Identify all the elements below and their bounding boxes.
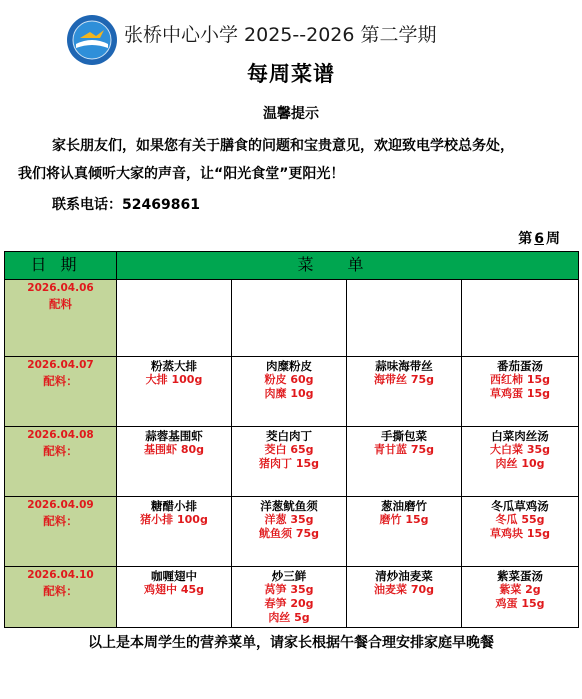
dish-name: 蒜蓉基围虾 xyxy=(145,429,203,443)
ingredient-text: 春笋 20g xyxy=(264,597,314,610)
dish-cell xyxy=(117,280,232,357)
table-row xyxy=(5,567,579,628)
table-row xyxy=(5,357,579,427)
dish-name: 茭白肉丁 xyxy=(266,429,312,443)
notice-paragraph-line2: 我们将认真倾听大家的声音，让“阳光食堂”更阳光！ xyxy=(18,166,345,182)
ingredient-text: 肉丝 5g xyxy=(268,611,310,624)
week-number: 6 xyxy=(534,231,544,247)
table-row xyxy=(5,497,579,567)
dish-name: 手撕包菜 xyxy=(381,429,427,443)
menu-title: 每周菜谱 xyxy=(247,62,335,86)
page-header xyxy=(0,10,582,60)
ingredients-label: 配料 xyxy=(49,297,72,311)
ingredient-text: 猪肉丁 15g xyxy=(258,457,319,470)
dish-name: 紫菜蛋汤 xyxy=(497,569,543,583)
dish-name: 蒜味海带丝 xyxy=(375,359,433,373)
ingredients-label: 配料： xyxy=(43,444,78,458)
ingredient-text: 肉糜 10g xyxy=(264,387,314,400)
ingredient-text: 油麦菜 70g xyxy=(373,583,434,596)
school-title: 张桥中心小学 2025--2026 第二学期 xyxy=(124,24,437,46)
ingredients-label: 配料： xyxy=(43,514,78,528)
ingredient-text: 鱿鱼须 75g xyxy=(258,527,319,540)
dish-cell xyxy=(117,567,232,628)
ingredient-text: 青甘蓝 75g xyxy=(373,443,434,456)
phone-number: 52469861 xyxy=(122,197,200,213)
ingredient-text: 冬瓜 55g xyxy=(495,513,545,526)
date-text: 2026.04.09 xyxy=(27,499,94,511)
dish-cell xyxy=(462,497,579,567)
dish-cell xyxy=(462,357,579,427)
date-text: 2026.04.06 xyxy=(27,282,94,294)
ingredient-text: 茭白 65g xyxy=(264,443,314,456)
week-indicator xyxy=(518,228,560,248)
dish-name: 番茄蛋汤 xyxy=(497,359,543,373)
ingredient-text: 大白菜 35g xyxy=(490,443,551,456)
dish-name: 炒三鲜 xyxy=(271,569,307,583)
dish-cell xyxy=(347,357,462,427)
ingredient-text: 鸡蛋 15g xyxy=(495,597,545,610)
dish-name: 洋葱鱿鱼须 xyxy=(260,499,318,513)
dish-name: 清炒油麦菜 xyxy=(375,569,433,583)
ingredient-text: 猪小排 100g xyxy=(140,513,208,526)
dish-cell xyxy=(117,427,232,497)
dish-name: 葱油磨竹 xyxy=(381,499,427,513)
dish-cell xyxy=(347,280,462,357)
dish-cell xyxy=(232,567,347,628)
table-row xyxy=(5,280,579,357)
table-row xyxy=(5,427,579,497)
dish-cell xyxy=(462,427,579,497)
dish-cell xyxy=(232,280,347,357)
week-prefix: 第 xyxy=(518,231,533,247)
ingredient-text: 海带丝 75g xyxy=(373,373,434,386)
date-cell xyxy=(5,497,117,567)
dish-name: 咖喱翅中 xyxy=(151,569,197,583)
phone-label: 联系电话： xyxy=(52,197,122,213)
date-cell xyxy=(5,427,117,497)
date-cell xyxy=(5,567,117,628)
dish-name: 粉蒸大排 xyxy=(151,359,197,373)
ingredient-text: 磨竹 15g xyxy=(379,513,429,526)
tip-title: 温馨提示 xyxy=(263,106,319,122)
dish-cell xyxy=(232,357,347,427)
ingredient-text: 西红柿 15g xyxy=(490,373,551,386)
week-suffix: 周 xyxy=(546,231,560,247)
ingredient-text: 草鸡蛋 15g xyxy=(490,387,551,400)
dish-name: 白菜肉丝汤 xyxy=(491,429,549,443)
dish-name: 冬瓜草鸡汤 xyxy=(491,499,549,513)
ingredient-text: 鸡翅中 45g xyxy=(143,583,204,596)
ingredient-text: 紫菜 2g xyxy=(499,583,541,596)
date-text: 2026.04.10 xyxy=(27,569,94,581)
footer-note: 以上是本周学生的营养菜单，请家长根据午餐合理安排家庭早晚餐 xyxy=(88,635,494,651)
dish-cell xyxy=(117,497,232,567)
dish-name: 肉糜粉皮 xyxy=(266,359,312,373)
ingredient-text: 肉丝 10g xyxy=(495,457,545,470)
dish-cell xyxy=(462,280,579,357)
dish-cell xyxy=(347,427,462,497)
ingredient-text: 粉皮 60g xyxy=(264,373,314,386)
header-menu: 菜单 xyxy=(117,252,579,280)
ingredient-text: 洋葱 35g xyxy=(264,513,314,526)
dish-cell xyxy=(232,497,347,567)
date-text: 2026.04.07 xyxy=(27,359,94,371)
dish-cell xyxy=(347,497,462,567)
ingredients-label: 配料： xyxy=(43,584,78,598)
header-date: 日期 xyxy=(5,252,117,280)
dish-cell xyxy=(232,427,347,497)
date-cell xyxy=(5,357,117,427)
ingredient-text: 大排 100g xyxy=(145,373,203,386)
ingredients-label: 配料： xyxy=(43,374,78,388)
dish-name: 糖醋小排 xyxy=(151,499,197,513)
notice-paragraph-line1: 家长朋友们，如果您有关于膳食的问题和宝贵意见，欢迎致电学校总务处， xyxy=(52,138,514,154)
dish-cell xyxy=(347,567,462,628)
ingredient-text: 莴笋 35g xyxy=(264,583,314,596)
dish-cell xyxy=(462,567,579,628)
date-text: 2026.04.08 xyxy=(27,429,94,441)
ingredient-text: 草鸡块 15g xyxy=(490,527,551,540)
ingredient-text: 基围虾 80g xyxy=(143,443,204,456)
contact-phone xyxy=(52,194,200,214)
dish-cell xyxy=(117,357,232,427)
weekly-menu-table xyxy=(4,251,579,628)
date-cell xyxy=(5,280,117,357)
